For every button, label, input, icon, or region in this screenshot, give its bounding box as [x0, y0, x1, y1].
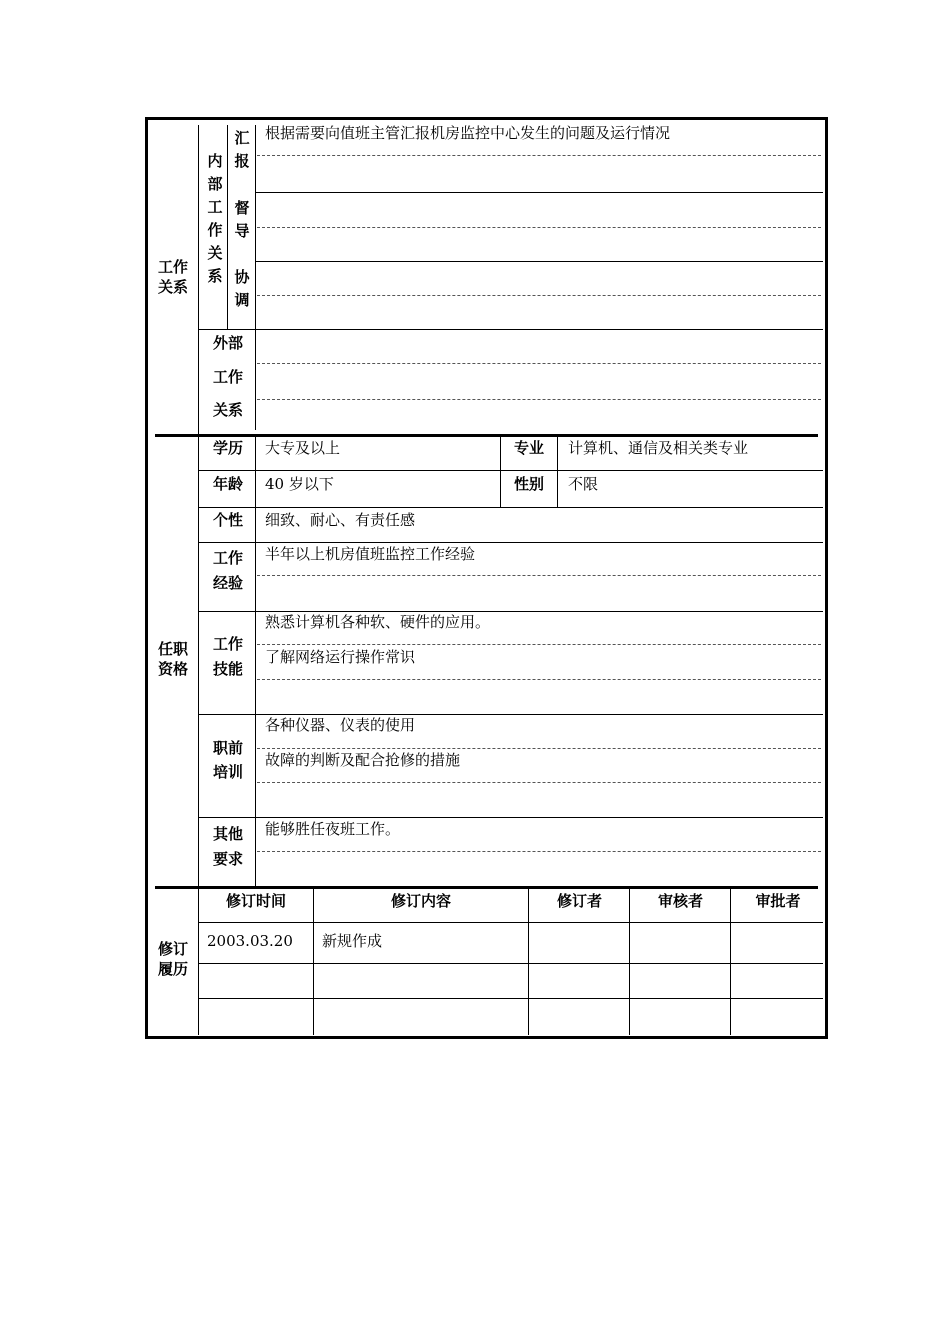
revision-col-divider-2: [528, 889, 529, 1035]
training-bottom-line: [198, 817, 823, 818]
revision-header-reviser: 修订者: [556, 892, 602, 910]
skills-dash-line-2: [257, 679, 821, 680]
experience-label-2: 经验: [212, 574, 243, 592]
skills-line-1: 熟悉计算机各种软、硬件的应用。: [265, 613, 491, 631]
coordinate-dash-line: [257, 295, 821, 296]
skills-label-1: 工作: [212, 635, 243, 653]
experience-label-1: 工作: [212, 549, 243, 567]
training-dash-line-2: [257, 782, 821, 783]
age-value: 40 岁以下: [265, 475, 334, 493]
experience-dash-line: [257, 575, 821, 576]
coordinate-label: 协调: [234, 268, 250, 309]
major-value: 计算机、通信及相关类专业: [568, 439, 749, 457]
table-left-border: [145, 117, 148, 1039]
other-label-2: 要求: [212, 850, 243, 868]
revision-row-1-bottom-line: [198, 963, 823, 964]
external-dash-line-2: [257, 399, 821, 400]
training-label-1: 职前: [212, 739, 243, 757]
revision-row-1-time: 2003.03.20: [207, 932, 293, 950]
report-dash-line: [257, 155, 821, 156]
age-label: 年龄: [212, 475, 243, 493]
skills-dash-line-1: [257, 644, 821, 645]
job-description-table: [145, 117, 828, 1039]
revision-col-divider-3: [629, 889, 630, 1035]
education-label: 学历: [212, 439, 243, 457]
section-separator-2: [155, 886, 818, 889]
table-bottom-border: [145, 1036, 828, 1039]
age-bottom-line: [198, 507, 823, 508]
supervise-dash-line: [257, 227, 821, 228]
revision-header-approver: 审批者: [755, 892, 801, 910]
external-label-1: 外部: [212, 334, 243, 352]
revision-row-1-content: 新规作成: [322, 932, 383, 950]
other-value: 能够胜任夜班工作。: [265, 820, 401, 838]
section-label-work-relations: 工作关系: [157, 258, 188, 296]
training-dash-line-1: [257, 748, 821, 749]
internal-divider: [227, 125, 228, 330]
external-label-3: 关系: [212, 401, 243, 419]
skills-line-2: 了解网络运行操作常识: [265, 648, 416, 666]
major-label: 专业: [513, 439, 544, 457]
gender-label: 性别: [513, 475, 544, 493]
training-label-2: 培训: [212, 763, 243, 781]
revision-col-divider-4: [730, 889, 731, 1035]
internal-label: 内部工作关系: [207, 152, 223, 285]
other-dash-line: [257, 851, 821, 852]
revision-header-content: 修订内容: [390, 892, 451, 910]
education-value: 大专及以上: [265, 439, 341, 457]
revision-header-bottom-line: [198, 922, 823, 923]
internal-bottom-line: [198, 329, 823, 330]
table-right-border: [825, 117, 828, 1039]
skills-label-2: 技能: [212, 660, 243, 678]
label-value-divider-top: [255, 125, 256, 430]
table-top-border: [145, 117, 828, 120]
label-value-divider-mid: [255, 437, 256, 886]
report-text: 根据需要向值班主管汇报机房监控中心发生的问题及运行情况: [265, 124, 671, 142]
training-line-1: 各种仪器、仪表的使用: [265, 716, 416, 734]
external-label-2: 工作: [212, 368, 243, 386]
report-bottom-line: [255, 192, 823, 193]
education-bottom-line: [198, 470, 823, 471]
major-right-divider: [557, 437, 558, 507]
personality-bottom-line: [198, 542, 823, 543]
report-label: 汇报: [234, 129, 250, 170]
other-label-1: 其他: [212, 825, 243, 843]
gender-value: 不限: [568, 475, 599, 493]
section-label-revision-history: 修订履历: [157, 940, 188, 978]
supervise-label: 督导: [234, 199, 250, 240]
personality-value: 细致、耐心、有责任感: [265, 511, 416, 529]
revision-header-time: 修订时间: [225, 892, 286, 910]
supervise-bottom-line: [255, 261, 823, 262]
section-label-qualifications: 任职资格: [157, 640, 188, 678]
revision-header-reviewer: 审核者: [657, 892, 703, 910]
major-left-divider: [500, 437, 501, 507]
external-dash-line-1: [257, 363, 821, 364]
experience-value: 半年以上机房值班监控工作经验: [265, 545, 476, 563]
training-line-2: 故障的判断及配合抢修的措施: [265, 751, 461, 769]
personality-label: 个性: [212, 511, 243, 529]
revision-row-2-bottom-line: [198, 998, 823, 999]
